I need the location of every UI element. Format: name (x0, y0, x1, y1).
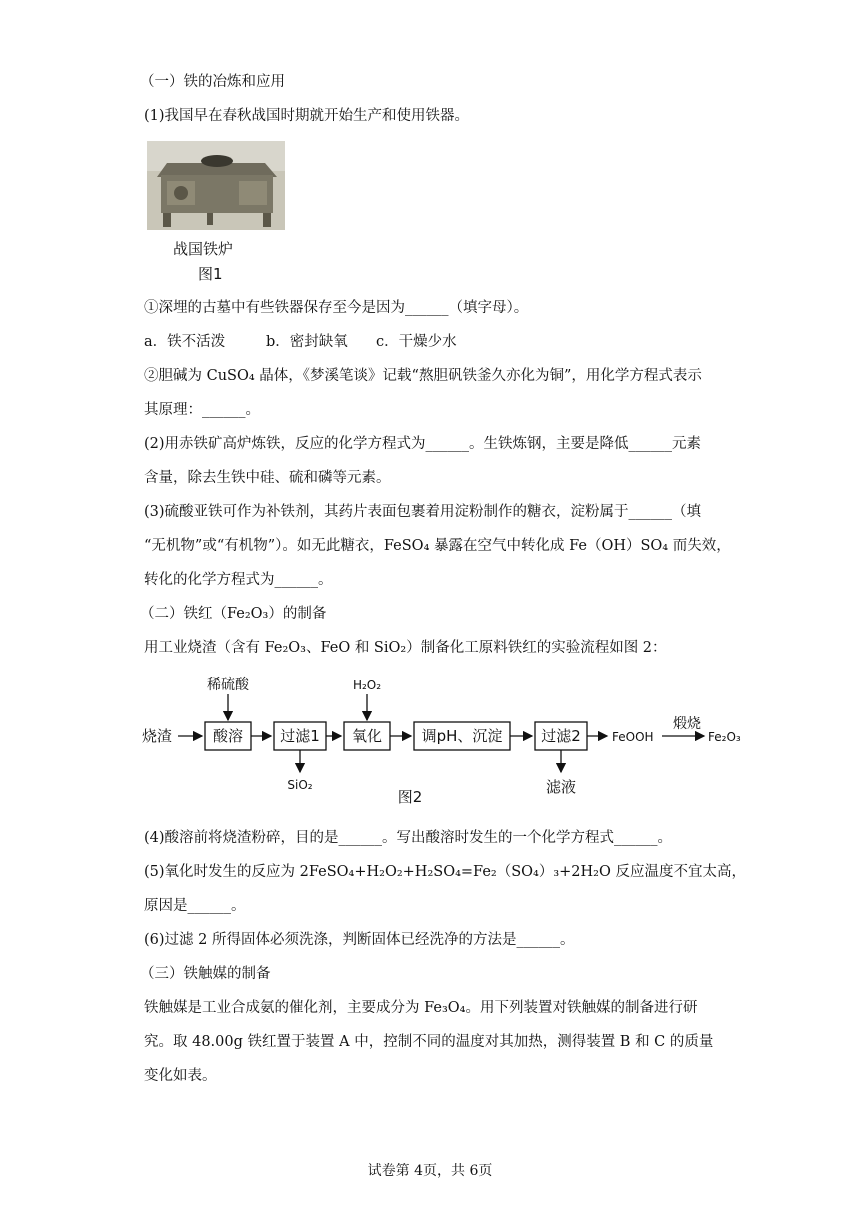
flow-acid-label: 稀硫酸 (207, 677, 249, 693)
figure1-caption: 战国铁炉 (173, 240, 234, 258)
flow-product: Fe₂O₃ (708, 730, 741, 744)
flow-intermediate: FeOOH (612, 730, 654, 744)
figure1-label: 图1 (198, 265, 223, 283)
step-adjust-ph: 调pH、沉淀 (421, 727, 503, 745)
option-a: a．铁不活泼 (144, 334, 226, 350)
question-2-line1: (2)用赤铁矿高炉炼铁，反应的化学方程式为______。生铁炼钢，主要是降低______元素 (144, 436, 702, 452)
section2-title: （二）铁红（Fe₂O₃）的制备 (140, 606, 327, 622)
step-acid-dissolve: 酸溶 (212, 727, 244, 745)
question-2-line2: 含量，除去生铁中硅、硫和磷等元素。 (144, 470, 391, 486)
section1-title: （一）铁的冶炼和应用 (140, 74, 285, 90)
option-c: c．干燥少水 (376, 334, 457, 350)
section3-para-line2: 究。取 48.00g 铁红置于装置 A 中，控制不同的温度对其加热，测得装置 B 和 C 的质量 (144, 1034, 714, 1050)
page-footer: 试卷第 4页，共 6页 (367, 1163, 493, 1179)
step-filter1: 过滤1 (280, 727, 320, 745)
step-oxidize: 氧化 (351, 727, 383, 745)
question-1-sub1: ①深埋的古墓中有些铁器保存至今是因为______（填字母）。 (144, 300, 529, 316)
question-1-sub2-line1: ②胆碱为 CuSO₄ 晶体，《梦溪笔谈》记载“熬胆矾铁釜久亦化为铜”，用化学方程式表示 (144, 368, 702, 384)
question-4: (4)酸溶前将烧渣粉碎，目的是______。写出酸溶时发生的一个化学方程式______。 (144, 830, 673, 846)
section3-para-line1: 铁触媒是工业合成氨的催化剂，主要成分为 Fe₃O₄。用下列装置对铁触媒的制备进行研 (144, 1000, 698, 1016)
question-5-line2: 原因是______。 (144, 898, 246, 914)
iron-stove-photo (147, 141, 285, 230)
question-6: (6)过滤 2 所得固体必须洗涤，判断固体已经洗净的方法是______。 (144, 932, 575, 948)
question-3-line2: “无机物”或“有机物”）。如无此糖衣，FeSO₄ 暴露在空气中转化成 Fe（OH）SO₄ 而失效， (144, 538, 731, 554)
question-5-line1: (5)氧化时发生的反应为 2FeSO₄+H₂O₂+H₂SO₄=Fe₂（SO₄）₃+2H₂O 反应温度不宜太高， (144, 864, 746, 880)
question-1-sub2-line2: 其原理：______。 (144, 402, 260, 418)
flow-start-label: 烧渣 (142, 727, 173, 745)
options-row (144, 332, 457, 352)
option-b: b．密封缺氧 (266, 334, 348, 350)
figure2-label: 图2 (397, 788, 423, 806)
section2-intro: 用工业烧渣（含有 Fe₂O₃、FeO 和 SiO₂）制备化工原料铁红的实验流程如图 2： (144, 640, 667, 656)
section3-para-line3: 变化如表。 (144, 1068, 217, 1084)
question-3-line1: (3)硫酸亚铁可作为补铁剂，其药片表面包裹着用淀粉制作的糖衣，淀粉属于______（填 (144, 504, 702, 520)
flow-oxidant-label: H₂O₂ (352, 678, 382, 692)
step-filter2: 过滤2 (541, 727, 581, 745)
question-1: (1)我国早在春秋战国时期就开始生产和使用铁器。 (144, 108, 470, 124)
section3-title: （三）铁触媒的制备 (140, 966, 271, 982)
question-3-line3: 转化的化学方程式为______。 (144, 572, 333, 588)
flow-byproduct-filtrate: 滤液 (545, 778, 577, 796)
flow-condition: 煅烧 (673, 716, 701, 732)
flowchart-figure2 (140, 672, 760, 807)
flow-byproduct-sio2: SiO₂ (287, 778, 313, 792)
